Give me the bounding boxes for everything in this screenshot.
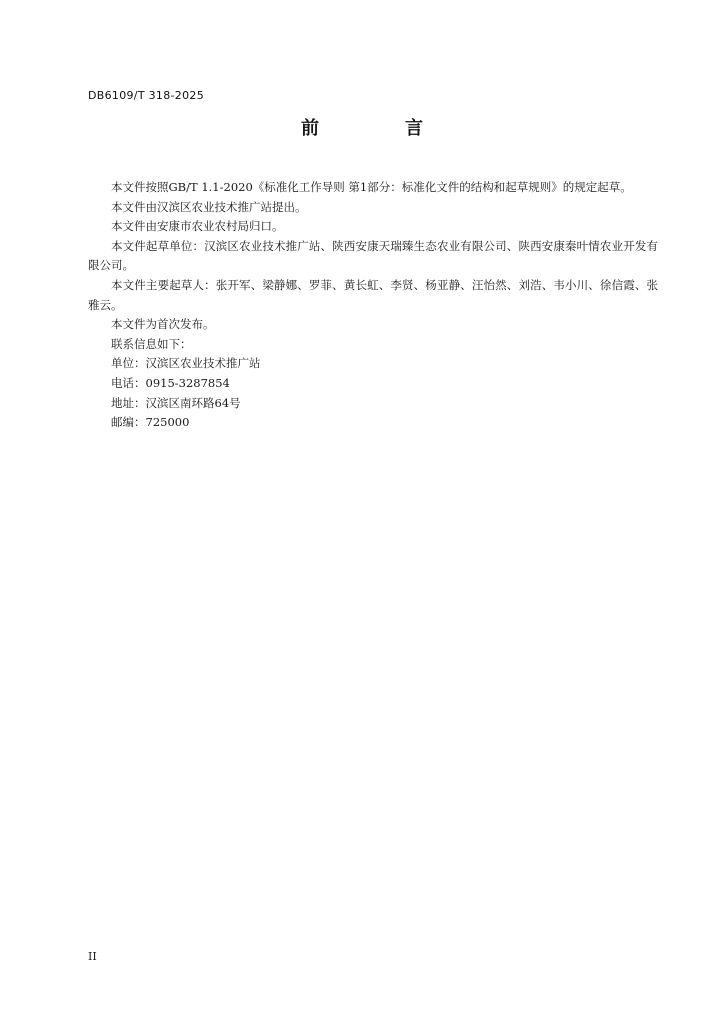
page-title: 前 言	[301, 118, 457, 139]
paragraph-drafting-units: 本文件起草单位：汉滨区农业技术推广站、陕西安康天瑞臻生态农业有限公司、陕西安康秦叶情农业开发有限公司。	[88, 238, 658, 273]
paragraph-contact-unit: 单位：汉滨区农业技术推广站	[111, 356, 261, 371]
paragraph-administrator: 本文件由安康市农业农村局归口。	[111, 219, 284, 234]
paragraph-first-release: 本文件为首次发布。	[111, 317, 215, 332]
foreword-body	[88, 178, 658, 433]
standard-code: DB6109/T 318-2025	[88, 89, 204, 102]
paragraph-drafting-basis: 本文件按照GB/T 1.1-2020《标准化工作导则 第1部分：标准化文件的结构和起草规则》的规定起草。	[111, 180, 632, 194]
paragraph-contact-address: 地址：汉滨区南环路64号	[111, 395, 241, 410]
page-number: II	[88, 950, 97, 963]
paragraph-contact-heading: 联系信息如下：	[111, 336, 192, 351]
paragraph-proposer: 本文件由汉滨区农业技术推广站提出。	[111, 199, 307, 214]
paragraph-contact-phone: 电话：0915-3287854	[111, 375, 230, 390]
paragraph-contact-postcode: 邮编：725000	[111, 415, 190, 430]
paragraph-drafters: 本文件主要起草人：张开军、梁静娜、罗菲、黄长虹、李贤、杨亚静、汪怡然、刘浩、韦小川、徐信霞、张雅云。	[88, 277, 658, 312]
